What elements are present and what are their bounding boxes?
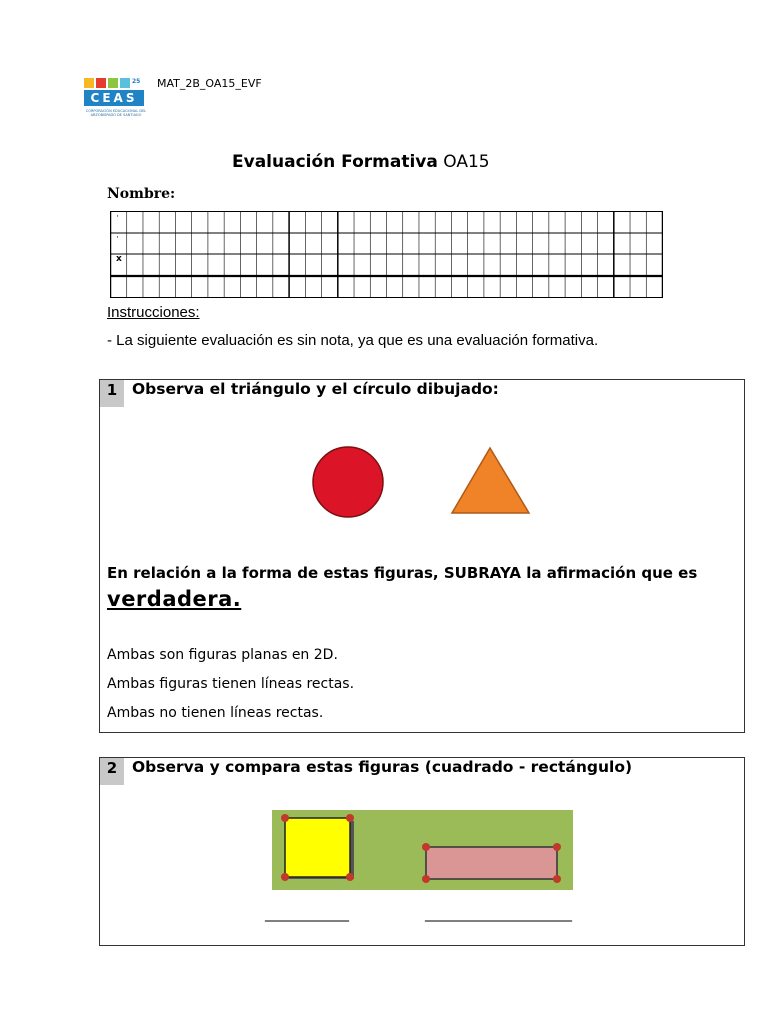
- square-vertex: [346, 814, 354, 822]
- square-vertex: [281, 814, 289, 822]
- answer-option-3[interactable]: Ambas no tienen líneas rectas.: [107, 705, 324, 721]
- answer-option-2[interactable]: Ambas figuras tienen líneas rectas.: [107, 676, 355, 692]
- rectangle-vertex: [422, 875, 430, 883]
- square-vertex: [346, 873, 354, 881]
- rectangle-vertex: [553, 875, 561, 883]
- document-code: MAT_2B_OA15_EVF: [157, 77, 262, 90]
- square-vertex: [281, 873, 289, 881]
- ceas-logo: [84, 78, 148, 124]
- question-1-heading: Observa el triángulo y el círculo dibujado:: [132, 380, 499, 398]
- pink-rectangle: [426, 847, 557, 879]
- question-2-heading: Observa y compara estas figuras (cuadrado - rectángulo): [132, 758, 633, 776]
- question-1-number: 1: [100, 380, 124, 407]
- rectangle-vertex: [553, 843, 561, 851]
- name-label: Nombre:: [107, 186, 176, 202]
- question-1-prompt-text: En relación a la forma de estas figuras, SUBRAYA la afirmación que es: [107, 564, 698, 582]
- answer-blank-rectangle[interactable]: _____________________: [425, 906, 572, 922]
- red-circle: [313, 447, 383, 517]
- logo-subtext: CORPORACIÓN EDUCACIONAL DEL ARZOBISPADO DE SANTIAGO: [85, 109, 147, 117]
- question-1-prompt: [107, 560, 737, 614]
- question-2-number: 2: [100, 758, 124, 785]
- question-1-box: [99, 379, 745, 733]
- question-1-prompt-emphasis: verdadera.: [107, 587, 242, 611]
- instructions-text: - La siguiente evaluación es sin nota, ya que es una evaluación formativa.: [107, 332, 599, 349]
- yellow-square: [285, 818, 350, 877]
- question-1-shapes: [310, 443, 535, 521]
- name-writing-grid[interactable]: [110, 211, 663, 298]
- logo-text: CEAS: [84, 90, 144, 106]
- grid-row-mark-3: x: [116, 254, 122, 264]
- question-2-box: [99, 757, 745, 946]
- answer-blank-square[interactable]: ____________: [265, 906, 349, 922]
- orange-triangle: [452, 448, 529, 513]
- grid-row-mark-1: ·: [116, 212, 119, 222]
- logo-number: 25: [132, 78, 141, 85]
- name-grid-lines: [110, 211, 663, 298]
- logo-square-cyan: [120, 78, 130, 88]
- page-title: [232, 152, 490, 172]
- instructions-title: Instrucciones:: [107, 304, 200, 321]
- logo-square-green: [108, 78, 118, 88]
- rectangle-vertex: [422, 843, 430, 851]
- question-2-shapes: [272, 810, 573, 890]
- logo-square-yellow: [84, 78, 94, 88]
- page-title-rest: OA15: [437, 152, 490, 172]
- grid-row-mark-2: ·: [116, 233, 119, 243]
- logo-square-red: [96, 78, 106, 88]
- answer-option-1[interactable]: Ambas son figuras planas en 2D.: [107, 647, 338, 663]
- page-title-bold: Evaluación Formativa: [232, 152, 438, 172]
